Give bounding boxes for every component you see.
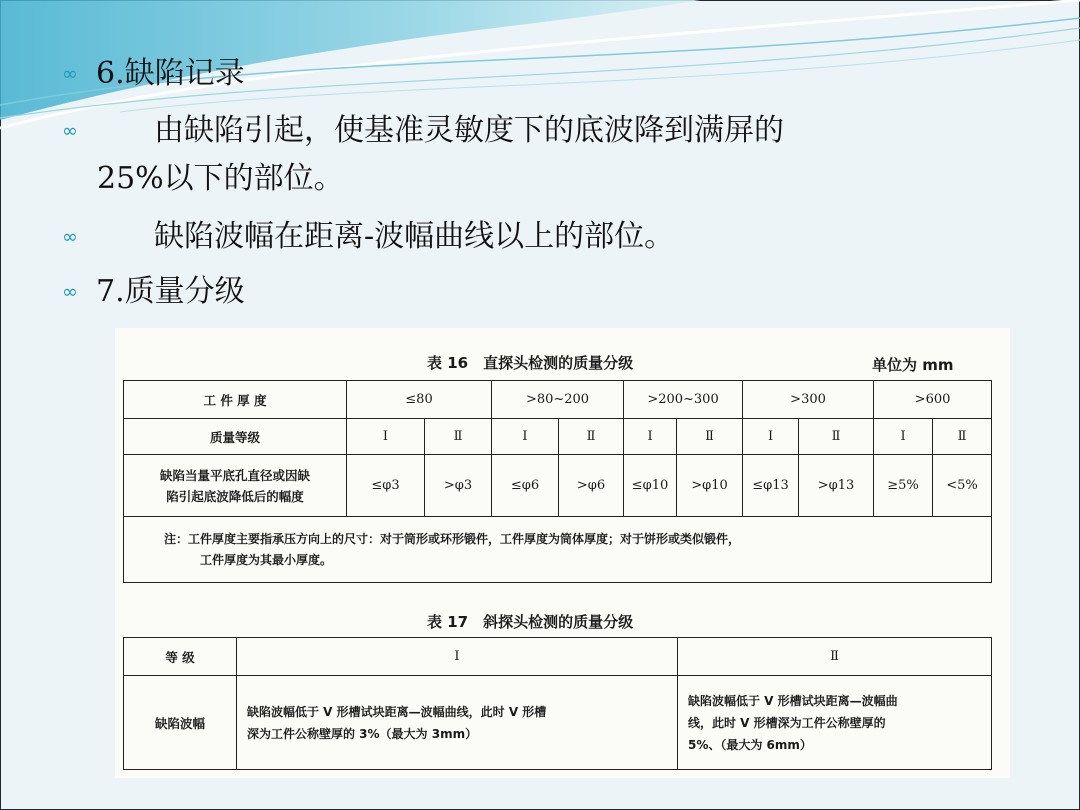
table-cell: <5% [933,455,992,517]
bullet-item [62,215,674,259]
grade-label: 质量等级 [124,419,347,455]
table-cell: ≤φ6 [492,455,559,517]
bullet-text: 6.缺陷记录 [96,56,245,91]
table17-grade-label: 等 级 [124,638,237,676]
note-line: 工件厚度为其最小厚度。 [200,552,333,567]
table-cell: >200~300 [624,381,743,419]
bullet-item [62,52,245,96]
table-cell: Ⅰ [347,419,425,455]
table-row [124,517,992,583]
table-row [124,455,992,517]
desc-line: 线，此时 V 形槽深为工件公称壁厚的 [688,715,886,730]
table-cell: Ⅱ [678,638,992,676]
bullet-text: 由缺陷引起，使基准灵敏度下的底波降到满屏的 [154,113,784,148]
table-cell: Ⅰ [874,419,933,455]
table-cell: ≤φ13 [743,455,799,517]
grade-2-description [678,676,992,770]
table16-caption: 表 16 直探头检测的质量分级 [427,354,634,372]
table-cell: >φ10 [677,455,743,517]
table-row [124,638,992,676]
note-line: 注：工件厚度主要指承压方向上的尺寸：对于筒形或环形锻件，工件厚度为筒体厚度；对于饼形或类似锻件， [164,531,741,546]
table-cell: Ⅰ [743,419,799,455]
defect-label-line: 缺陷当量平底孔直径或因缺 [159,467,310,483]
table-cell: ≤φ3 [347,455,425,517]
table-cell: >φ13 [799,455,874,517]
table-cell: Ⅰ [237,638,678,676]
table-cell: Ⅱ [425,419,492,455]
table-row [124,381,992,419]
quality-grading-figure [115,328,1010,778]
defect-label-line: 陷引起底波降低后的幅度 [166,488,304,504]
bullet-text: 7.质量分级 [96,274,245,309]
table-cell: Ⅱ [559,419,624,455]
bullet-icon: ∞ [62,120,78,142]
bullet-text: 缺陷波幅在距离-波幅曲线以上的部位。 [154,219,675,254]
bullet-icon: ∞ [62,281,78,303]
bullet-continuation: 25%以下的部位。 [97,161,344,196]
table-row [124,676,992,770]
bullet-icon: ∞ [62,226,78,248]
table-cell: ≤φ10 [624,455,677,517]
desc-line: 5%、（最大为 6mm） [688,737,812,752]
table-cell: >φ3 [425,455,492,517]
table17-caption: 表 17 斜探头检测的质量分级 [427,613,634,631]
table16-unit: 单位为 mm [872,356,954,374]
grade-1-description [237,676,678,770]
table-cell: Ⅱ [677,419,743,455]
table-cell: >φ6 [559,455,624,517]
table17 [123,637,992,770]
bullet-item [62,270,245,314]
bullet-icon: ∞ [62,63,78,85]
desc-line: 缺陷波幅低于 V 形槽试块距离—波幅曲线，此时 V 形槽 [247,704,547,719]
table16 [123,380,992,583]
table-cell: Ⅱ [933,419,992,455]
table-cell: >80~200 [492,381,624,419]
bullet-item [62,109,784,153]
table-row [124,419,992,455]
table-cell: >600 [874,381,992,419]
defect-label [124,455,347,517]
desc-line: 深为工件公称壁厚的 3%（最大为 3mm） [247,726,478,741]
table-cell: ≤80 [347,381,492,419]
table-cell: Ⅱ [799,419,874,455]
table17-row-label: 缺陷波幅 [124,676,237,770]
table-cell: Ⅰ [492,419,559,455]
table-cell: Ⅰ [624,419,677,455]
table16-note [124,517,992,583]
desc-line: 缺陷波幅低于 V 形槽试块距离—波幅曲 [688,693,898,708]
table-cell: ≥5% [874,455,933,517]
table-cell: >300 [743,381,874,419]
thickness-label: 工 件 厚 度 [124,381,347,419]
